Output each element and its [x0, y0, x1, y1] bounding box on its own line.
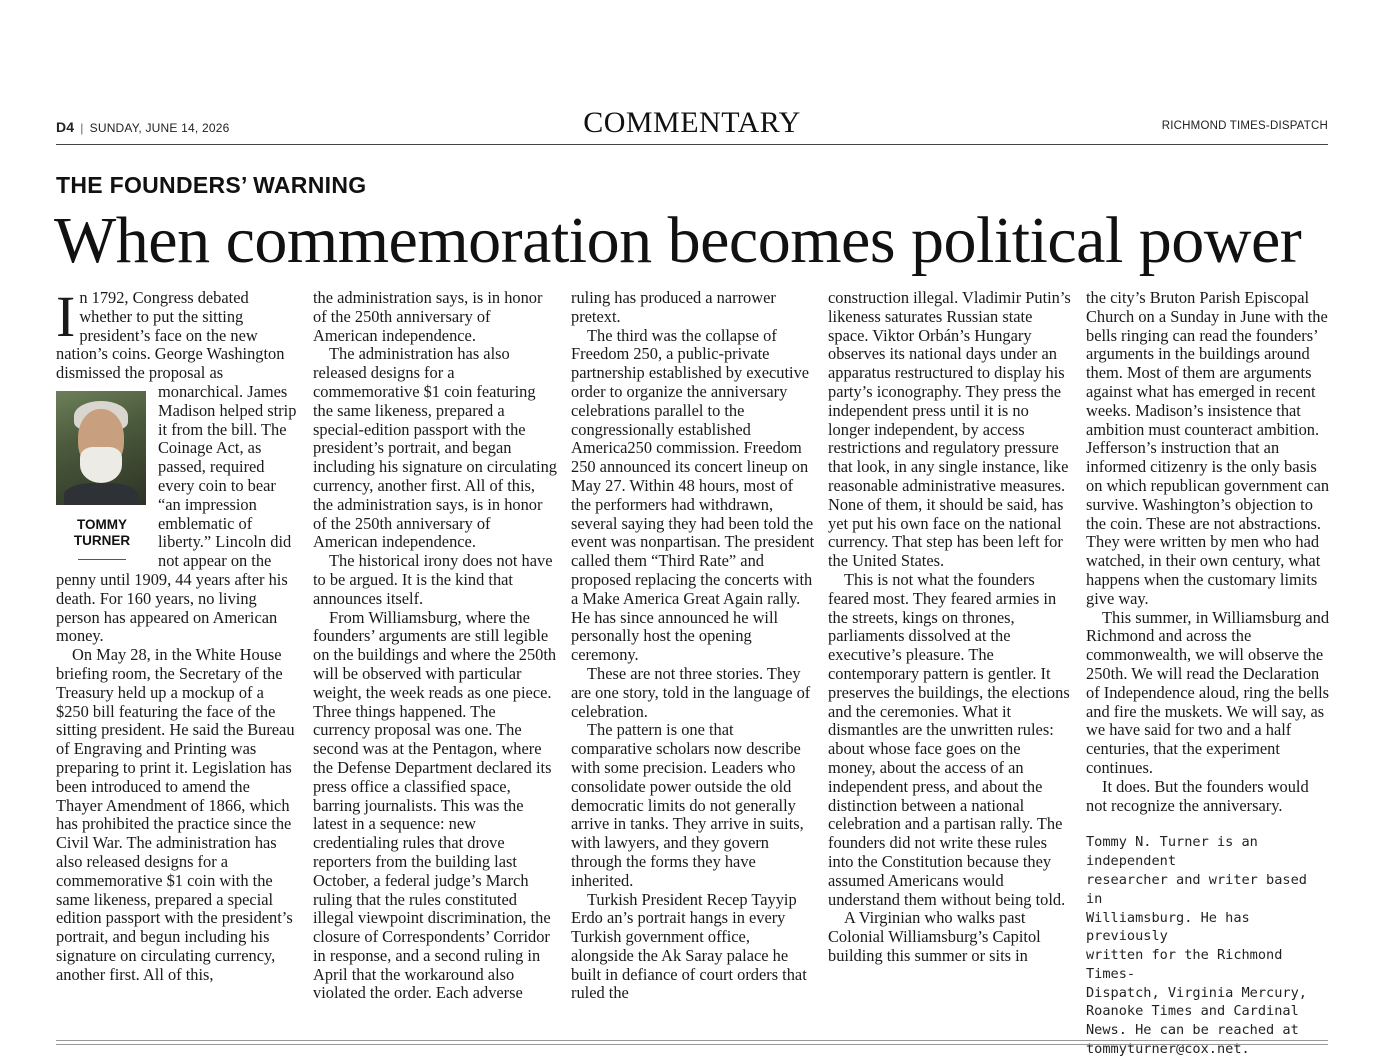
paragraph — [56, 284, 300, 646]
paragraph-text-intro-b: as monarchical. James Madison helped strip it from the bill. The Coinage Act, as passed, required every coin to bear “an impression emblematic of liberty.” Lincoln did not appear on the penny until 1909, 44 years after his death. For 160 years, no living person has appeared on American money. — [56, 363, 297, 646]
paragraph: ruling has produced a narrower pretext. — [571, 288, 776, 326]
paragraph: This summer, in Williamsburg and Richmond and across the commonwealth, we will observe the 250th. We will read the Declaration of Independence aloud, ring the bells and fire the muskets. We will say, as we have said for two and a half centuries, that the experiment continues. — [1086, 607, 1330, 777]
paragraph: The third was the collapse of Freedom 250, a public-private partnership established by executive order to organize the anniversary celebrations parallel to the congressionally established America250 commission. Freedom 250 announced its concert lineup on May 27. Within 48 hours, most of the performers had withdrawn, several saying they had been told the event was nonpartisan. The president called them “Third Rate” and proposed replacing the concerts with a Make America Great Again rally. He has since announced he will personally host the opening ceremony. — [571, 325, 815, 665]
bio-line: written for the Richmond Times- — [1086, 947, 1283, 982]
article-column-3 — [571, 289, 815, 1003]
author-box — [56, 391, 148, 560]
author-photo — [56, 391, 146, 505]
paragraph: These are not three stories. They are one story, told in the language of celebration. — [571, 663, 811, 721]
paragraph-text-intro-a: n 1792, Congress debated whether to put the sitting president’s face on the new nation’s coins. George Washington dismissed the proposal — [56, 288, 285, 383]
bottom-rule — [56, 1040, 1328, 1045]
masthead — [56, 106, 1328, 145]
article-column-4 — [828, 289, 1072, 966]
separator: | — [80, 121, 84, 135]
author-rule — [78, 559, 126, 560]
drop-cap: I — [56, 284, 76, 349]
article-column-2 — [313, 289, 557, 1003]
paragraph: It does. But the founders would not recognize the anniversary. — [1086, 776, 1309, 815]
page-number: D4 — [56, 119, 75, 135]
kicker: THE FOUNDERS’ WARNING — [56, 172, 367, 198]
bio-line: News. He can be reached at — [1086, 1022, 1299, 1039]
bio-line: Williamsburg. He has previously — [1086, 909, 1250, 945]
paragraph: On May 28, in the White House briefing room, the Secretary of the Treasury held up a mockup of a $250 bill featuring the face of the sitting president. He said the Bureau of Engraving and Printing was preparing to print it. Legislation has been introduced to amend the Thayer Amendment of 1866, which has prohibited the practice since the Civil War. The administration has also released designs for a commemorative $1 coin with the same likeness, prepared a special edition passport with the president’s portrait, and begun including his signature on circulating currency, another first. All of this, — [56, 645, 295, 984]
author-first-name: TOMMY — [77, 516, 127, 532]
article-column-5 — [1086, 289, 1330, 1059]
bio-line: Dispatch, Virginia Mercury, — [1086, 984, 1307, 1001]
author-bio — [1086, 833, 1330, 1059]
paragraph: The administration has also released designs for a commemorative $1 coin featuring the same likeness, prepared a special-edition passport with the president’s portrait, and began including his signature on circulating currency, another first. All of this, the administration says, is in honor of the 250th anniversary of American independence. — [313, 344, 557, 552]
author-name — [56, 517, 148, 549]
article-column-1 — [56, 284, 300, 984]
bio-line: tommyturner@cox.net. — [1086, 1041, 1250, 1058]
paragraph: The historical irony does not have to be argued. It is the kind that announces itself. — [313, 551, 553, 608]
author-last-name: TURNER — [73, 532, 131, 548]
headline: When commemoration becomes political power — [54, 204, 1302, 277]
paragraph: Turkish President Recep Tayyip Erdo an’s portrait hangs in every Turkish government office, alongside the Ak Saray palace he built in defiance of court orders that ruled the — [571, 889, 807, 1003]
publication-name: RICHMOND TIMES-DISPATCH — [1161, 120, 1328, 132]
paragraph: The pattern is one that comparative scholars now describe with some precision. Leaders who consolidate power outside the old democratic limits do not generally arrive in tanks. They arrive in suits, with lawyers, and they govern through the forms they have inherited. — [571, 720, 804, 890]
bio-line: Tommy N. Turner is an independent — [1086, 834, 1258, 870]
section-title: COMMENTARY — [583, 106, 801, 139]
paragraph: This is not what the founders feared most. They feared armies in the streets, kings on thrones, parliaments dissolved at the executive’s pleasure. The contemporary pattern is gentler. It preserves the buildings, the elections and the ceremonies. What it dismantles are the unwritten rules: about whose face goes on the money, about the access of an independent press, and about the distinction between a national celebration and a partisan rally. The founders did not write these rules into the Constitution because they assumed Americans would understand them without being told. — [828, 569, 1070, 909]
paragraph: From Williamsburg, where the founders’ arguments are still legible on the buildings and where the 250th will be observed with particular weight, the week reads as one piece. Three things happened. The currency proposal was one. The second was at the Pentagon, where the Defense Department declared its press office a classified space, barring journalists. This was the latest in a sequence: new credentialing rules that drove reporters from the building last October, a federal judge’s March ruling that the rules constituted illegal viewpoint discrimination, the closure of Correspondents’ Corridor in response, and a second ruling in April that the workaround also violated the order. Each adverse — [313, 607, 557, 1003]
bio-line: researcher and writer based in — [1086, 871, 1307, 907]
paragraph: A Virginian who walks past Colonial Williamsburg’s Capitol building this summer or sits in — [828, 908, 1041, 965]
issue-date: SUNDAY, JUNE 14, 2026 — [89, 121, 230, 135]
bio-line: Roanoke Times and Cardinal — [1086, 1003, 1299, 1020]
paragraph: construction illegal. Vladimir Putin’s likeness saturates Russian state space. Viktor Orbán’s Hungary observes its national days under an apparatus restructured to display his party’s iconography. They press the independent press until it is no longer independent, by access restrictions and regulatory pressure that look, in any single instance, like reasonable administrative measures. None of them, it should be said, has yet put his own face on the national currency. That step has been left for the United States. — [828, 288, 1071, 571]
paragraph: the administration says, is in honor of the 250th anniversary of American independence. — [313, 288, 543, 345]
photo-shirt — [64, 483, 138, 505]
photo-beard — [80, 447, 122, 483]
paragraph: the city’s Bruton Parish Episcopal Church on a Sunday in June with the bells ringing can read the founders’ arguments in the buildings around them. Most of them are arguments against what has emerged in recent weeks. Madison’s insistence that ambition must counteract ambition. Jefferson’s instruction that an informed citizenry is the only basis on which republican government can survive. Washington’s objection to the coin. These are not abstractions. They were written by men who had watched, in their own century, what happens when the customary limits give way. — [1086, 288, 1330, 608]
